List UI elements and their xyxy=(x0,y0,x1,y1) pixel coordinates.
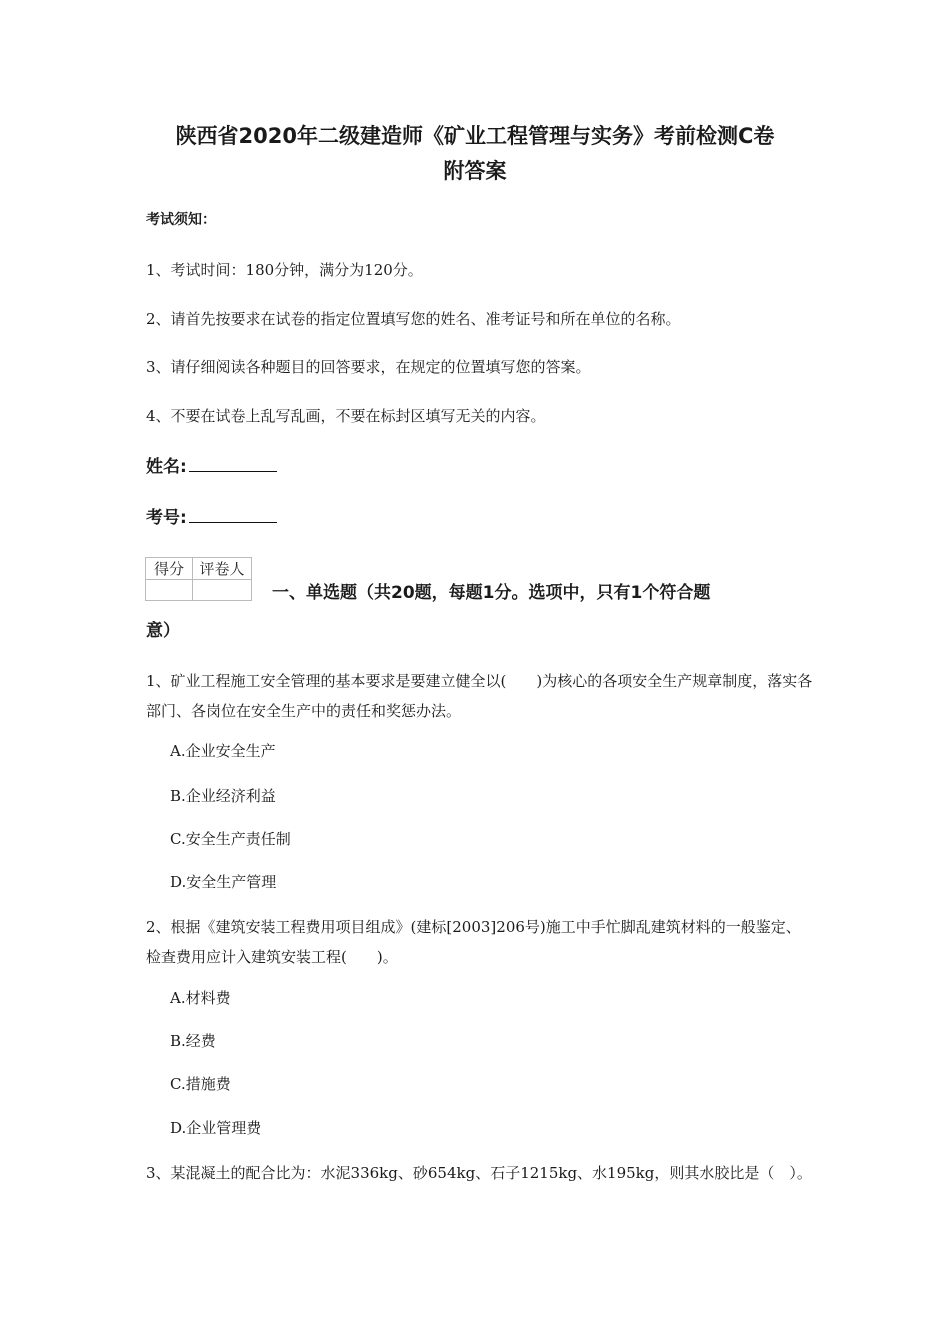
question-2-option-b: B.经费 xyxy=(170,1032,216,1050)
section-heading-cont: 意） xyxy=(146,621,180,641)
exam-id-blank[interactable] xyxy=(189,506,277,523)
score-header: 得分 xyxy=(146,558,193,580)
exam-id-label: 考号: xyxy=(146,508,187,528)
question-2-option-c: C.措施费 xyxy=(170,1075,231,1093)
score-table xyxy=(145,557,252,601)
name-field xyxy=(146,455,277,479)
name-label: 姓名: xyxy=(146,457,187,477)
notice-item: 3、请仔细阅读各种题目的回答要求，在规定的位置填写您的答案。 xyxy=(146,358,591,376)
notice-item: 4、不要在试卷上乱写乱画，不要在标封区填写无关的内容。 xyxy=(146,407,546,425)
question-2-option-a: A.材料费 xyxy=(170,989,231,1007)
question-1-option-b: B.企业经济利益 xyxy=(170,787,276,805)
name-blank[interactable] xyxy=(189,455,277,472)
question-1-option-d: D.安全生产管理 xyxy=(170,873,277,891)
notice-heading: 考试须知： xyxy=(146,212,216,228)
page-title-line2: 附答案 xyxy=(443,159,507,183)
question-3: 3、某混凝土的配合比为：水泥336kg、砂654kg、石子1215kg、水195kg，则其水胶比是（ ）。 xyxy=(146,1164,812,1182)
page-title: 陕西省2020年二级建造师《矿业工程管理与实务》考前检测C卷 xyxy=(175,124,775,148)
notice-item: 2、请首先按要求在试卷的指定位置填写您的姓名、准考证号和所在单位的名称。 xyxy=(146,310,681,328)
section-heading: 一、单选题（共20题，每题1分。选项中，只有1个符合题 xyxy=(272,583,711,603)
score-cell[interactable] xyxy=(146,580,193,601)
grader-header: 评卷人 xyxy=(193,558,252,580)
question-2-option-d: D.企业管理费 xyxy=(170,1119,262,1137)
question-1-option-c: C.安全生产责任制 xyxy=(170,830,291,848)
question-1-option-a: A.企业安全生产 xyxy=(170,742,276,760)
question-2: 2、根据《建筑安装工程费用项目组成》(建标[2003]206号)施工中手忙脚乱建筑材料的一般鉴定、检查费用应计入建筑安装工程( )。 xyxy=(146,918,801,966)
question-1: 1、矿业工程施工安全管理的基本要求是要建立健全以( )为核心的各项安全生产规章制度，落实各部门、各岗位在安全生产中的责任和奖惩办法。 xyxy=(146,672,813,720)
exam-id-field xyxy=(146,506,277,530)
notice-item: 1、考试时间：180分钟，满分为120分。 xyxy=(146,261,423,279)
grader-cell[interactable] xyxy=(193,580,252,601)
